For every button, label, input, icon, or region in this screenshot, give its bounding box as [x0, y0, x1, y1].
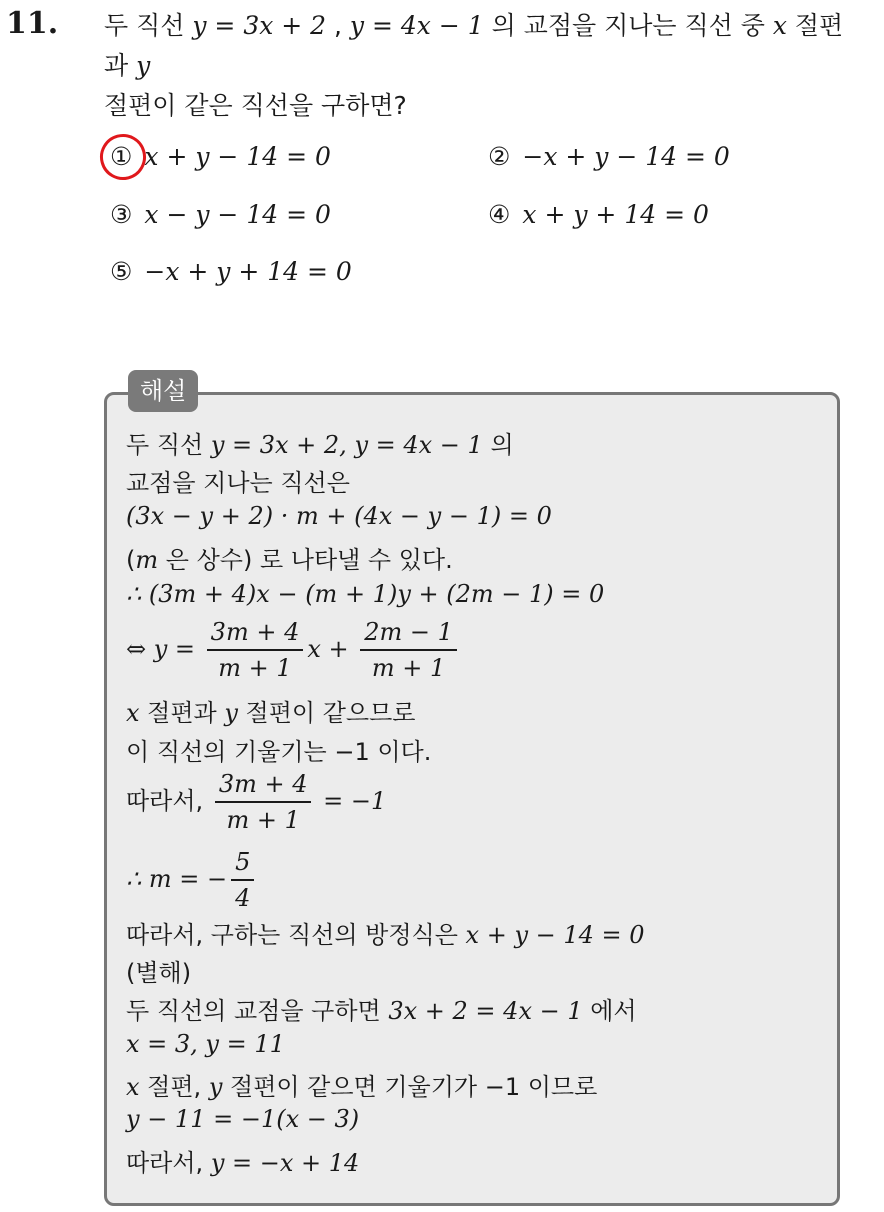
solution-line: y − 11 = −1(x − 3)	[126, 1105, 360, 1133]
sol-math: ∴ m = −	[126, 865, 228, 893]
sol-math: y = −x + 14	[210, 1149, 360, 1177]
numerator: 2m − 1	[360, 615, 457, 651]
sol-text: 절편이 같으므로	[237, 699, 416, 727]
sol-math: y	[208, 1073, 223, 1101]
solution-line: x = 3, y = 11	[126, 1030, 285, 1058]
solution-line: (3x − y + 2) · m + (4x − y − 1) = 0	[126, 502, 552, 530]
q-text-part: 두 직선	[104, 11, 193, 40]
sol-text: 에서	[582, 997, 637, 1025]
solution-line	[126, 693, 415, 728]
fraction	[207, 615, 304, 685]
solution-line	[126, 845, 258, 915]
answer-circle-mark	[95, 129, 151, 185]
solution-line: 이 직선의 기울기는 −1 이다.	[126, 738, 432, 766]
sol-text: 절편과	[139, 699, 225, 727]
choice-equation: −x + y + 14 = 0	[144, 257, 352, 286]
solution-tag: 해설	[128, 370, 198, 412]
solution-line	[126, 1067, 597, 1102]
q-x-var: x	[772, 11, 787, 40]
sol-text: (	[126, 546, 136, 574]
solution-line	[126, 991, 637, 1026]
q-text-part: 의 교점을 지나는 직선 중	[483, 11, 773, 40]
fraction	[215, 767, 312, 837]
choice-3[interactable]	[110, 200, 331, 229]
choice-5[interactable]	[110, 257, 352, 286]
choice-equation: x − y − 14 = 0	[144, 200, 331, 229]
solution-line	[126, 425, 514, 460]
sol-math: x	[126, 699, 140, 727]
solution-line	[126, 767, 386, 837]
solution-line: (별해)	[126, 959, 192, 987]
sol-math: y = 3x + 2, y = 4x − 1	[210, 431, 483, 459]
solution-line	[126, 1143, 359, 1178]
choice-equation: −x + y − 14 = 0	[522, 142, 730, 171]
sol-text: 두 직선의 교점을 구하면	[126, 997, 389, 1025]
choice-number: ③	[110, 200, 133, 229]
sol-text: 두 직선	[126, 431, 211, 459]
numerator: 5	[231, 845, 254, 881]
q-text-part: 절편과	[104, 11, 844, 80]
sol-math: m	[135, 546, 159, 574]
choice-number: ④	[488, 200, 511, 229]
solution-line	[126, 615, 461, 685]
sol-math: x + y − 14 = 0	[465, 921, 645, 949]
choice-4[interactable]	[488, 200, 709, 229]
sol-math: y	[224, 699, 238, 727]
q-line2: 절편이 같은 직선을 구하면?	[104, 91, 407, 120]
q-eq2: y = 4x − 1	[349, 11, 484, 40]
numerator: 3m + 4	[207, 615, 304, 651]
solution-line	[126, 540, 453, 575]
choice-number: ①	[110, 142, 133, 171]
choice-equation: x + y − 14 = 0	[144, 142, 331, 171]
numerator: 3m + 4	[215, 767, 312, 803]
sol-math: = −1	[315, 787, 387, 815]
denominator: m + 1	[226, 806, 300, 834]
solution-line: 교점을 지나는 직선은	[126, 469, 350, 497]
sol-text: 따라서,	[126, 1149, 211, 1177]
choice-equation: x + y + 14 = 0	[522, 200, 709, 229]
sol-text: 은 상수) 로 나타낼 수 있다.	[158, 546, 453, 574]
fraction	[360, 615, 457, 685]
sol-text: 절편이 같으면 기울기가 −1 이므로	[222, 1073, 598, 1101]
sol-text: 따라서, 구하는 직선의 방정식은	[126, 921, 466, 949]
sol-math: ⇔ y =	[126, 635, 203, 663]
question-number: 11.	[6, 6, 59, 41]
sol-math: x +	[307, 635, 357, 663]
solution-line	[126, 915, 645, 950]
sol-math: 3x + 2 = 4x − 1	[388, 997, 583, 1025]
sol-text: 따라서,	[126, 787, 211, 815]
sol-text: 절편,	[139, 1073, 209, 1101]
q-eq1: y = 3x + 2	[192, 11, 327, 40]
denominator: 4	[235, 884, 251, 912]
choice-2[interactable]	[488, 142, 730, 171]
q-y-var: y	[136, 51, 151, 80]
choice-number: ②	[488, 142, 511, 171]
sol-text: 의	[482, 431, 514, 459]
question-text	[104, 6, 864, 126]
solution-line: ∴ (3m + 4)x − (m + 1)y + (2m − 1) = 0	[126, 580, 605, 608]
denominator: m + 1	[218, 654, 292, 682]
denominator: m + 1	[371, 654, 446, 682]
fraction	[231, 845, 254, 915]
choice-number: ⑤	[110, 257, 133, 286]
q-sep: ,	[326, 11, 350, 40]
sol-math: x	[126, 1073, 140, 1101]
